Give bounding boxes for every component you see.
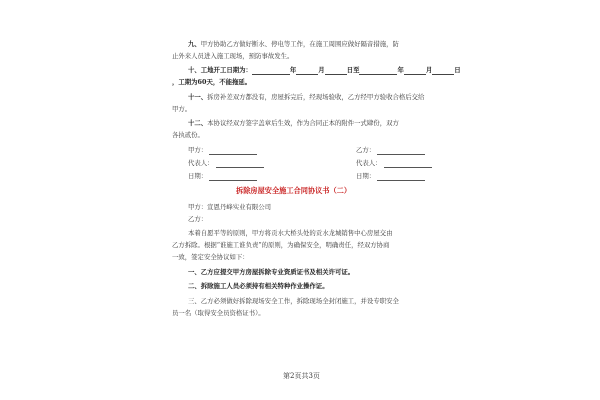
start-day-blank — [325, 67, 347, 75]
sig-party-b — [356, 146, 425, 155]
clause-11-label: 十一、 — [188, 93, 208, 101]
sig-date-b-blank — [377, 173, 425, 181]
end-year-blank — [359, 67, 397, 75]
party-a-name: 宣恩丹峰实业有限公司 — [207, 203, 272, 211]
item-2: 二、拆除施工人员必须持有相关特种作业操作证。 — [188, 282, 329, 290]
party-b-line: 乙方： — [188, 215, 208, 223]
start-year-blank — [252, 67, 290, 75]
start-month-blank — [296, 67, 318, 75]
clause-10-label: 十、工地开工日期为： — [188, 66, 252, 74]
clause-9-text: 甲方协助乙方做好断水、停电等工作，在施工周围应做好隔音措施，防 — [200, 40, 399, 48]
end-day-label: 日 — [454, 66, 461, 74]
end-year-label: 年 — [397, 66, 404, 74]
start-month-label: 月 — [318, 66, 325, 74]
sig-rep-a-blank — [216, 160, 264, 168]
clause-12-text: 本协议经双方签字盖章后生效，作为合同正本的附件一式肆份，双方 — [207, 119, 399, 127]
clause-12-line-1 — [188, 119, 399, 128]
sig-date-b — [356, 172, 425, 181]
preamble-line-2: 乙方拆除。根据“谁施工谁负责”的原则，为确保安全，明确责任，经双方协商 — [172, 241, 390, 249]
sig-rep-a-label: 代表人： — [188, 159, 214, 167]
clause-11-line-2: 甲方。 — [172, 105, 192, 113]
clause-11-text: 拆房补差双方都没有，房屋拆完后，经现场验收，乙方经甲方验收合格后交给 — [207, 93, 425, 101]
start-year-label: 年 — [289, 66, 297, 74]
sig-date-b-label: 日期： — [356, 172, 376, 180]
clause-9-label: 九、 — [188, 40, 201, 48]
clause-11-line-1 — [188, 93, 424, 102]
sig-party-a — [188, 146, 257, 155]
clause-12-line-2: 各执贰份。 — [172, 131, 204, 139]
party-a-label: 甲方： — [188, 203, 208, 211]
party-a-line — [188, 203, 271, 212]
clause-10-line-1 — [188, 66, 461, 75]
page-number: 第2页共3页 — [283, 372, 320, 380]
sig-date-a-label: 日期： — [188, 172, 208, 180]
sig-party-b-label: 乙方： — [356, 146, 376, 154]
clause-12-label: 十二、 — [188, 119, 208, 127]
preamble-line-1: 本着自愿平等的原则，甲方将贡水大桥头处的贡水龙城销售中心房屋交由 — [188, 229, 393, 237]
clause-9-line-2: 止外来人员进入施工现场，预防事故发生。 — [172, 52, 294, 60]
item-3-line-1: 三、乙方必须做好拆除现场安全工作，拆除现场全封闭施工，并设专职安全 — [188, 297, 399, 305]
sig-party-a-blank — [209, 147, 257, 155]
sig-rep-b-label: 代表人： — [356, 159, 382, 167]
end-day-blank — [432, 67, 454, 75]
sig-rep-b — [356, 159, 432, 168]
start-day-to-label: 日至 — [346, 66, 360, 74]
sig-date-a-blank — [209, 173, 257, 181]
agreement-2-title: 拆除房屋安全施工合同协议书（二） — [236, 186, 352, 195]
sig-date-a — [188, 172, 257, 181]
preamble-line-3: 一致，签定安全协议如下： — [172, 253, 249, 261]
clause-9-line-1 — [188, 40, 399, 49]
end-month-blank — [404, 67, 426, 75]
item-3-line-2: 员一名（取得安全员资格证书）。 — [172, 309, 265, 317]
item-1: 一、乙方应提交甲方房屋拆除专业资质证书及相关许可证。 — [188, 268, 355, 276]
sig-party-b-blank — [377, 147, 425, 155]
sig-party-a-label: 甲方： — [188, 146, 208, 154]
sig-rep-b-blank — [384, 160, 432, 168]
end-month-label: 月 — [425, 66, 433, 74]
clause-10-line-2: ，工期为60天，不能拖延。 — [172, 78, 252, 86]
sig-rep-a — [188, 159, 264, 168]
